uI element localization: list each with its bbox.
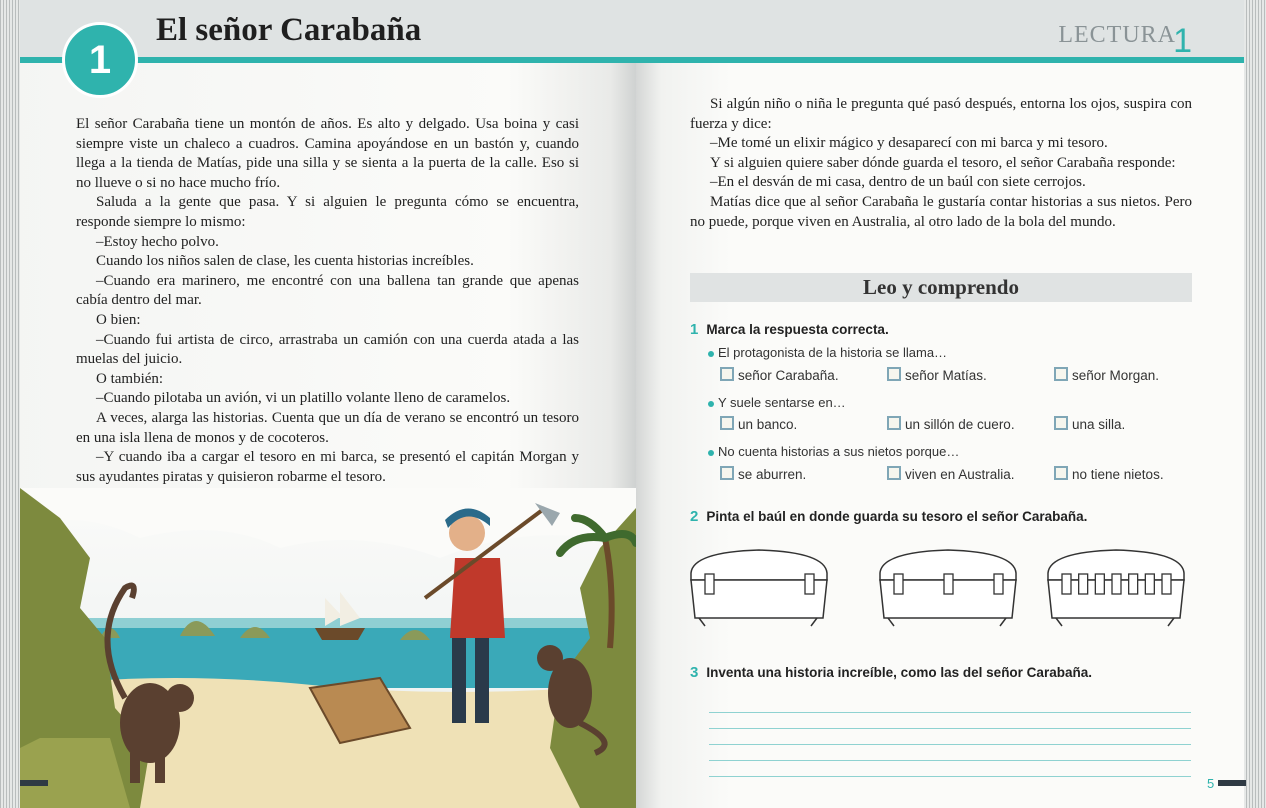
checkbox-icon[interactable]	[720, 466, 734, 480]
paragraph: –En el desván de mi casa, dentro de un baúl con siete cerrojos.	[710, 174, 1086, 191]
page-bar-left	[20, 780, 48, 786]
answer-option[interactable]	[1054, 367, 1159, 383]
chest-option-2[interactable]	[880, 550, 1016, 626]
paragraph: O bien:	[96, 311, 141, 328]
lock-icon	[1112, 574, 1121, 594]
question-2	[690, 508, 1087, 525]
lock-icon	[1145, 574, 1154, 594]
question-item-stem	[708, 395, 846, 410]
bullet-icon	[708, 401, 714, 407]
question-number: 2	[690, 508, 699, 525]
question-3	[690, 664, 1092, 681]
lock-icon	[1095, 574, 1104, 594]
checkbox-icon[interactable]	[720, 367, 734, 381]
paragraph: Cuando los niños salen de clase, les cuenta historias increíbles.	[96, 253, 474, 270]
question-1	[690, 321, 889, 338]
stem-text: No cuenta historias a sus nietos porque…	[718, 444, 960, 459]
paragraph: O también:	[96, 370, 164, 387]
paragraph: Saluda a la gente que pasa. Y si alguien le pregunta cómo se encuentra, responde siempre lo mismo:	[76, 194, 579, 230]
option-label: señor Morgan.	[1072, 368, 1160, 383]
story-illustration	[20, 488, 636, 808]
stem-text: El protagonista de la historia se llama…	[718, 345, 948, 360]
question-number: 1	[690, 321, 699, 338]
lock-icon	[1162, 574, 1171, 594]
lock-icon	[1062, 574, 1071, 594]
question-prompt: Pinta el baúl en donde guarda su tesoro el señor Carabaña.	[706, 509, 1088, 524]
paragraph: Si algún niño o niña le pregunta qué pasó después, entorna los ojos, suspira con fuerza y dice:	[690, 96, 1192, 132]
paragraph: Matías dice que al señor Carabaña le gustaría contar historias a sus nietos. Pero no puede, porque viven en Australia, al otro lado de la bola del mundo.	[690, 193, 1192, 230]
header-accent-line-right	[636, 57, 1246, 63]
writing-line	[709, 729, 1191, 745]
answer-option[interactable]	[887, 416, 1015, 432]
paragraph: –Cuando pilotaba un avión, vi un platillo volante lleno de caramelos.	[96, 390, 511, 407]
answer-option[interactable]	[887, 367, 987, 383]
paragraph: –Cuando fui artista de circo, arrastraba un camión con una cuerda atada a las muelas del juicio.	[76, 331, 579, 368]
option-label: una silla.	[1072, 417, 1126, 432]
chest-options	[686, 540, 1196, 630]
answer-option[interactable]	[887, 466, 1015, 482]
checkbox-icon[interactable]	[1054, 367, 1068, 381]
chest-option-3[interactable]	[1048, 550, 1184, 626]
lock-icon	[1129, 574, 1138, 594]
chest-option-1[interactable]	[691, 550, 827, 626]
option-label: un banco.	[738, 417, 798, 432]
page-stack-edge-right	[1244, 0, 1266, 808]
paragraph: –Estoy hecho polvo.	[96, 233, 219, 250]
question-prompt: Marca la respuesta correcta.	[706, 322, 889, 337]
lock-icon	[705, 574, 714, 594]
page-number: 5	[1207, 776, 1215, 791]
question-item-stem	[708, 444, 959, 459]
paragraph: El señor Carabaña tiene un montón de años. Es alto y delgado. Usa boina y casi siempre viste un chaleco a cuadros. Camina apoyándose en un bastón y, cuando llega a la tienda de Matías, pide una silla y se sienta a la puerta de la calle. Eso si no llueve o si no hace mucho frío.	[76, 116, 579, 191]
lock-icon	[1079, 574, 1088, 594]
section-number: 1	[1173, 22, 1192, 60]
answer-option[interactable]	[1054, 466, 1164, 482]
question-prompt: Inventa una historia increíble, como las del señor Carabaña.	[706, 665, 1092, 680]
lock-icon	[994, 574, 1003, 594]
page-title: El señor Carabaña	[156, 12, 422, 48]
stem-text: Y suele sentarse en…	[718, 395, 846, 410]
story-text-right	[690, 95, 1192, 232]
checkbox-icon[interactable]	[720, 416, 734, 430]
paragraph: –Cuando era marinero, me encontré con una ballena tan grande que apenas cabía dentro del mar.	[76, 272, 579, 309]
checkbox-icon[interactable]	[887, 416, 901, 430]
answer-option[interactable]	[720, 466, 806, 482]
paragraph: –Y cuando iba a cargar el tesoro en mi barca, se presentó el capitán Morgan y sus ayudantes piratas y quisieron robarme el tesoro.	[76, 449, 579, 485]
paragraph: A veces, alarga las historias. Cuenta que un día de verano se encontró un tesoro en una isla llena de monos y de cocoteros.	[76, 409, 579, 446]
checkbox-icon[interactable]	[887, 466, 901, 480]
answer-option[interactable]	[720, 416, 797, 432]
answer-option[interactable]	[1054, 416, 1125, 432]
checkbox-icon[interactable]	[1054, 466, 1068, 480]
paragraph: –Me tomé un elixir mágico y desaparecí con mi barca y mi tesoro.	[710, 135, 1108, 152]
bullet-icon	[708, 450, 714, 456]
page-stack-edge-left	[0, 0, 20, 808]
story-text-left	[76, 115, 579, 487]
writing-line	[709, 745, 1191, 761]
page-bar-right	[1218, 780, 1246, 786]
lock-icon	[944, 574, 953, 594]
option-label: no tiene nietos.	[1072, 467, 1164, 482]
answer-option[interactable]	[720, 367, 839, 383]
option-label: un sillón de cuero.	[905, 417, 1015, 432]
writing-line	[709, 697, 1191, 713]
option-label: señor Carabaña.	[738, 368, 839, 383]
checkbox-icon[interactable]	[1054, 416, 1068, 430]
option-label: se aburren.	[738, 467, 807, 482]
option-label: señor Matías.	[905, 368, 987, 383]
bullet-icon	[708, 351, 714, 357]
checkbox-icon[interactable]	[887, 367, 901, 381]
option-label: viven en Australia.	[905, 467, 1015, 482]
question-item-stem	[708, 345, 947, 360]
question-number: 3	[690, 664, 699, 681]
writing-line	[709, 713, 1191, 729]
lesson-number-badge: 1	[62, 22, 138, 98]
lock-icon	[894, 574, 903, 594]
writing-lines[interactable]	[709, 697, 1191, 777]
section-heading: Leo y comprendo	[690, 273, 1192, 302]
writing-line	[709, 761, 1191, 777]
lock-icon	[805, 574, 814, 594]
section-label: LECTURA	[1058, 22, 1176, 48]
paragraph: Y si alguien quiere saber dónde guarda el tesoro, el señor Carabaña responde:	[710, 154, 1176, 171]
